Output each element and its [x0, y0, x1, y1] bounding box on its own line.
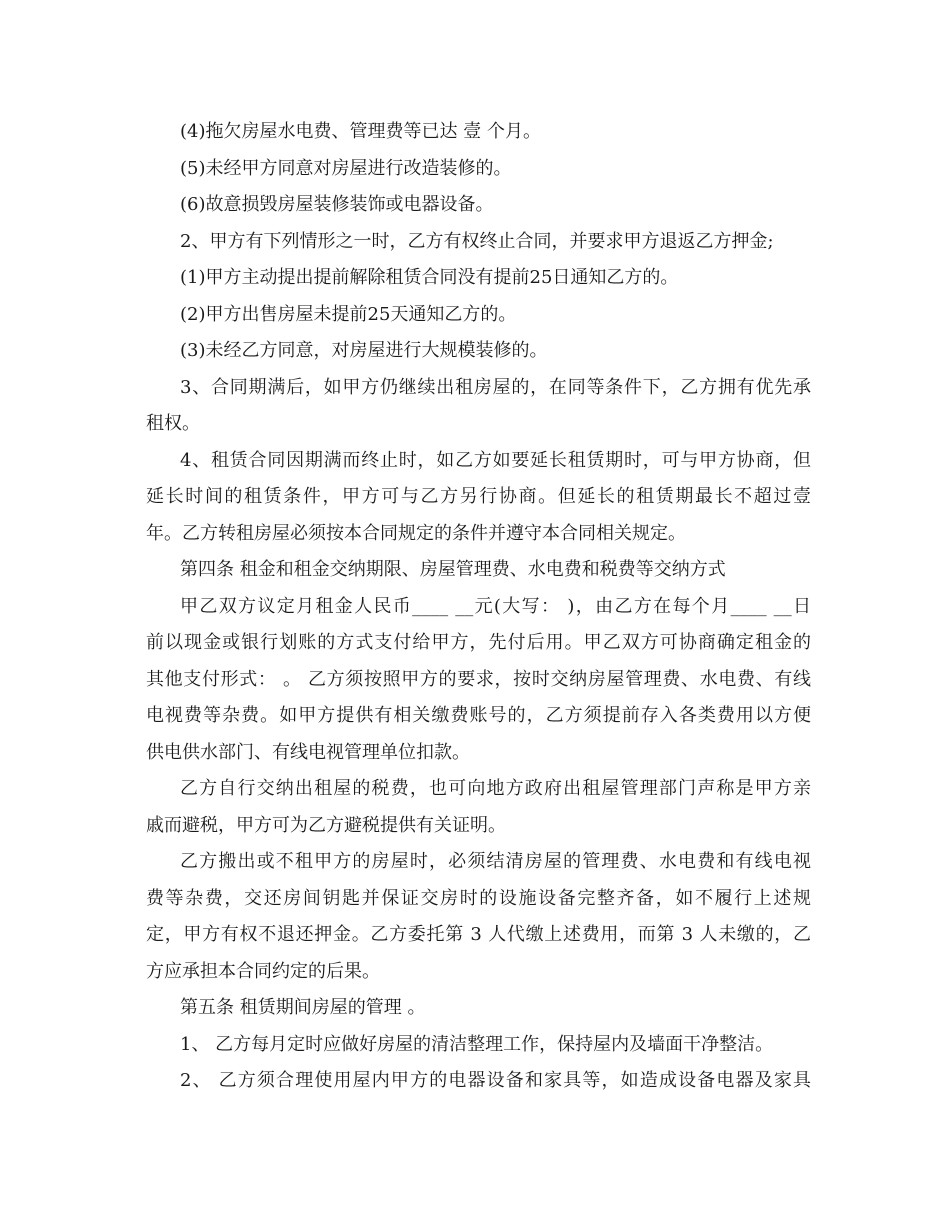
text-line: 戚而避税，甲方可为乙方避税提供有关证明。 [146, 814, 506, 836]
text-line: 乙方自行交纳出租屋的税费，也可向地方政府出租屋管理部门声称是甲方亲 [180, 778, 811, 799]
text-line: (6)故意损毁房屋装修装饰或电器设备。 [180, 194, 494, 215]
text-line: 第四条 租金和租金交纳期限、房屋管理费、水电费和税费等交纳方式 [180, 559, 726, 580]
text-line: 定，甲方有权不退还押金。乙方委托第 3 人代缴上述费用，而第 3 人未缴的，乙 [146, 924, 811, 945]
text-line: 4、租赁合同因期满而终止时，如乙方如要延长租赁期时，可与甲方协商，但 [180, 449, 811, 471]
text-line: 延长时间的租赁条件，甲方可与乙方另行协商。但延长的租赁期最长不超过壹 [146, 486, 811, 507]
text-line: 第五条 租赁期间房屋的管理 。 [180, 997, 426, 1018]
text-line: (3)未经乙方同意，对房屋进行大规模装修的。 [180, 340, 548, 361]
text-line: 年。乙方转租房屋必须按本合同规定的条件并遵守本合同相关规定。 [146, 522, 686, 544]
text-line: (5)未经甲方同意对房屋进行改造装修的。 [180, 157, 512, 179]
document-body [146, 114, 811, 1100]
text-line: 租权。 [146, 413, 200, 434]
text-line: (4)拖欠房屋水电费、管理费等已达 壹 个月。 [180, 121, 541, 142]
text-line: 1、 乙方每月定时应做好房屋的清洁整理工作，保持屋内及墙面干净整洁。 [180, 1033, 774, 1055]
text-line: 2、 乙方须合理使用屋内甲方的电器设备和家具等，如造成设备电器及家具 [180, 1070, 811, 1091]
text-line: 方应承担本合同约定的后果。 [146, 960, 380, 982]
text-line: 供电供水部门、有线电视管理单位扣款。 [146, 741, 470, 763]
text-line: 其他支付形式： 。 乙方须按照甲方的要求，按时交纳房屋管理费、水电费、有线 [146, 668, 811, 690]
text-line: 2、甲方有下列情形之一时，乙方有权终止合同，并要求甲方退返乙方押金; [180, 230, 774, 252]
text-line: 3、合同期满后，如甲方仍继续出租房屋的，在同等条件下，乙方拥有优先承 [180, 376, 811, 398]
text-line: (2)甲方出售房屋未提前25天通知乙方的。 [180, 303, 517, 325]
text-line: 甲乙双方议定月租金人民币____ __元(大写： )，由乙方在每个月____ __日 [180, 595, 811, 617]
text-line: 乙方搬出或不租甲方的房屋时，必须结清房屋的管理费、水电费和有线电视 [180, 851, 811, 872]
text-line: (1)甲方主动提出提前解除租赁合同没有提前25日通知乙方的。 [180, 267, 679, 288]
text-line: 费等杂费，交还房间钥匙并保证交房时的设施设备完整齐备，如不履行上述规 [146, 887, 811, 909]
text-line: 前以现金或银行划账的方式支付给甲方，先付后用。甲乙双方可协商确定租金的 [146, 632, 811, 653]
text-line: 电视费等杂费。如甲方提供有相关缴费账号的，乙方须提前存入各类费用以方便 [146, 705, 811, 726]
